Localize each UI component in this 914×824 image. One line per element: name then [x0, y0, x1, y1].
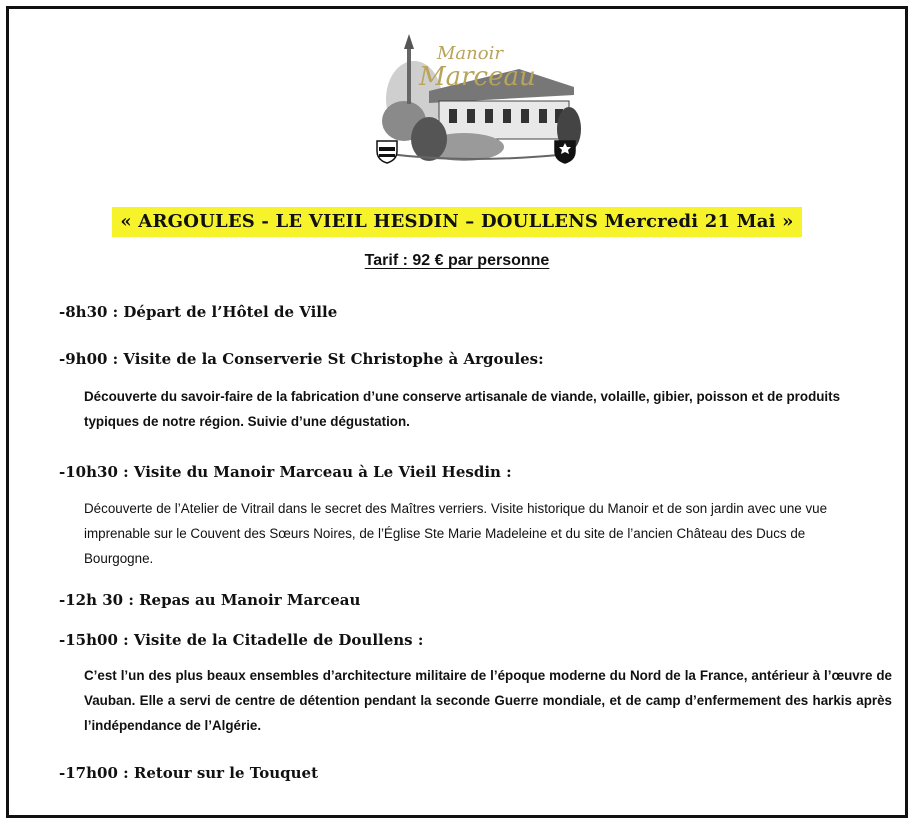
manoir-marceau-logo — [369, 29, 584, 179]
svg-text:Marceau: Marceau — [419, 62, 536, 92]
event-title: « ARGOULES - LE VIEIL HESDIN – DOULLENS Mercredi 21 Mai » — [112, 207, 801, 237]
svg-text:Manoir: Manoir — [437, 43, 503, 64]
schedule-item-time: -8h30 : Départ de l’Hôtel de Ville — [59, 303, 338, 321]
price-line: Tarif : 92 € par personne — [364, 252, 550, 269]
schedule-item-description: C’est l’un des plus beaux ensembles d’architecture militaire de l’époque moderne du Nord de la France, antérieur à l’œuvre de Vauban. Elle a servi de centre de détention pendant la seconde Guerre mondiale, et de camp d’enfermement des harkis après l’indépendance de l’Algérie. — [84, 668, 892, 733]
schedule-item-time: -15h00 : Visite de la Citadelle de Doullens : — [59, 631, 424, 649]
schedule-item-description: Découverte de l’Atelier de Vitrail dans le secret des Maîtres verriers. Visite historique du Manoir et de son jardin avec une vue imprenable sur le Couvent des Sœurs Noires, de l’Église Ste Marie Madeleine et du site de l’ancien Château des Ducs de Bourgogne. — [84, 501, 828, 566]
document-frame — [6, 6, 908, 818]
schedule-item-time: -17h00 : Retour sur le Touquet — [59, 764, 318, 782]
schedule-item-time: -9h00 : Visite de la Conserverie St Christophe à Argoules: — [59, 350, 544, 368]
schedule-item-description: Découverte du savoir-faire de la fabrication d’une conserve artisanale de viande, volaille, gibier, poisson et de produits typiques de notre région. Suivie d’une dégustation. — [84, 389, 841, 429]
schedule-item-time: -12h 30 : Repas au Manoir Marceau — [59, 591, 361, 609]
schedule-item-time: -10h30 : Visite du Manoir Marceau à Le Vieil Hesdin : — [59, 463, 512, 481]
